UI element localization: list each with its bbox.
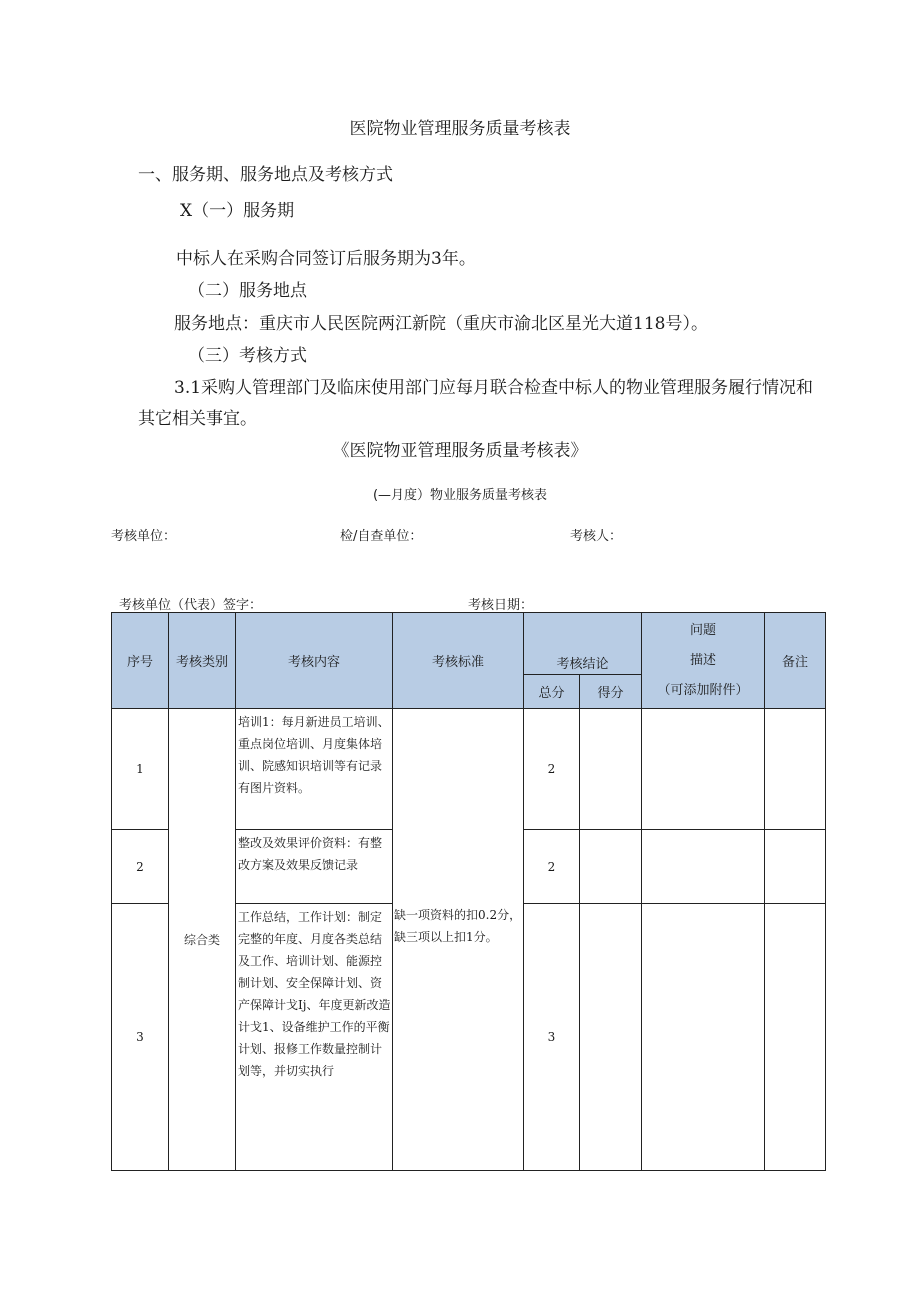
self-check-unit-label: 检/自查单位： — [340, 529, 423, 544]
table-reference-title: 《医院物亚管理服务质量考核表》 — [332, 441, 588, 461]
row-total: 2 — [524, 830, 580, 904]
header-content: 考核内容 — [236, 613, 393, 709]
header-remarks: 备注 — [765, 613, 826, 709]
assessment-table — [111, 612, 826, 1171]
section-heading: 一、服务期、服务地点及考核方式 — [138, 165, 393, 185]
signature-label: 考核单位（代表）签字： — [119, 598, 263, 613]
subsection-assessment-method: （三）考核方式 — [188, 346, 307, 366]
row-remarks[interactable] — [765, 709, 826, 830]
row-score[interactable] — [580, 709, 642, 830]
service-period-text: 中标人在采购合同签订后服务期为3年。 — [176, 249, 476, 269]
assessor-label: 考核人： — [570, 529, 623, 544]
row-remarks[interactable] — [765, 904, 826, 1171]
row-seq: 3 — [112, 904, 169, 1171]
category-cell: 综合类 — [169, 709, 236, 1171]
standard-cell — [393, 709, 524, 1171]
header-problem-line2: 描述 — [689, 652, 716, 668]
subsection-service-location: （二）服务地点 — [188, 281, 307, 301]
row-total: 2 — [524, 709, 580, 830]
header-total: 总分 — [524, 675, 580, 709]
header-problem-line1: 问题 — [689, 622, 716, 638]
row-content: 整改及效果评价资料：有整改方案及效果反馈记录 — [236, 830, 393, 904]
row-problem[interactable] — [642, 830, 765, 904]
row-content: 工作总结，工作计划：制定完整的年度、月度各类总结及工作、培训计划、能源控制计划、安全保障计划、资产保障计戈Ij、年度更新改造计戈1、设备维护工作的平衡计划、报修工作数量控制计划等，并切实执行 — [236, 904, 393, 1171]
row-problem[interactable] — [642, 709, 765, 830]
header-problem-description — [642, 613, 765, 709]
form-title: (—月度）物业服务质量考核表 — [372, 488, 548, 503]
assessment-method-text: 3.1采购人管理部门及临床使用部门应每月联合检查中标人的物业管理服务履行情况和其它相关事宜。 — [138, 378, 814, 429]
row-remarks[interactable] — [765, 830, 826, 904]
row-score[interactable] — [580, 830, 642, 904]
service-location-text: 服务地点：重庆市人民医院两江新院（重庆市渝北区星光大道118号）。 — [174, 314, 708, 334]
header-seq: 序号 — [112, 613, 169, 709]
assessment-date-label: 考核日期： — [468, 598, 534, 613]
standard-text: 缺一项资料的扣0.2分，缺三项以上扣1分。 — [394, 908, 522, 944]
subsection-service-period: X（一）服务期 — [180, 201, 295, 221]
row-seq: 2 — [112, 830, 169, 904]
header-standard: 考核标准 — [393, 613, 524, 709]
row-content: 培训1：每月新进员工培训、重点岗位培训、月度集体培训、院感知识培训等有记录有图片资料。 — [236, 709, 393, 830]
header-category: 考核类别 — [169, 613, 236, 709]
header-problem-line3: （可添加附件） — [657, 682, 749, 698]
header-score: 得分 — [580, 675, 642, 709]
row-seq: 1 — [112, 709, 169, 830]
header-conclusion: 考核结论 — [524, 613, 642, 675]
row-total: 3 — [524, 904, 580, 1171]
table-row — [112, 709, 826, 830]
assessing-unit-label: 考核单位： — [111, 529, 177, 544]
row-score[interactable] — [580, 904, 642, 1171]
row-problem[interactable] — [642, 904, 765, 1171]
document-title: 医院物业管理服务质量考核表 — [349, 119, 571, 139]
